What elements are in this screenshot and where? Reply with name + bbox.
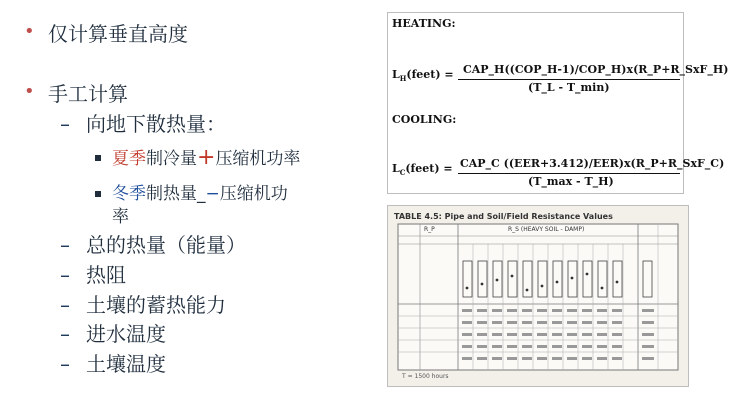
dash-icon: –: [60, 293, 70, 317]
dash-icon: –: [60, 263, 70, 287]
cooling-denominator: (T_max - T_H): [528, 175, 614, 188]
heating-fraction-bar: [458, 79, 680, 80]
table-grid: [388, 206, 688, 386]
sub-item-soil-storage: 土壤的蓄热能力: [86, 293, 226, 317]
winter-heating-capacity: 制热量_: [146, 184, 206, 204]
sub-item-thermal-resistance: 热阻: [86, 263, 126, 287]
dash-icon: –: [60, 352, 70, 376]
summer-line: [112, 146, 300, 171]
heating-denominator: (T_L - T_min): [528, 81, 610, 94]
sub-item-heat-dissipation: 向地下散热量：: [86, 112, 226, 136]
heating-label: HEATING:: [392, 17, 456, 30]
square-bullet-icon: [95, 191, 101, 197]
summer-compressor-power: 压缩机功率: [215, 149, 301, 169]
bullet-dot-icon: •: [24, 81, 35, 102]
resistance-table-image: [387, 205, 689, 387]
rs-header: R_S (HEAVY SOIL - DAMP): [508, 226, 585, 233]
sub-item-inlet-temp: 进水温度: [86, 322, 166, 346]
heating-lhs: $L_H(feet)$ =: [392, 68, 454, 84]
dash-icon: –: [60, 112, 70, 136]
winter-line-wrap: 率: [112, 207, 129, 227]
cooling-label: COOLING:: [392, 113, 457, 126]
bullet-item-2: 手工计算: [48, 82, 128, 106]
bullet-item-1: 仅计算垂直高度: [48, 22, 188, 46]
winter-label: 冬季: [112, 184, 146, 204]
summer-label: 夏季: [112, 149, 146, 169]
bullet-dot-icon: •: [24, 21, 35, 42]
table-caption: TABLE 4.5: Pipe and Soil/Field Resistance Values: [394, 212, 613, 221]
square-bullet-icon: [95, 155, 101, 161]
summer-cooling-capacity: 制冷量: [146, 149, 197, 169]
formula-box: [387, 12, 729, 194]
rp-header: R_P: [424, 226, 435, 233]
sub-item-soil-temp: 土壤温度: [86, 352, 166, 376]
winter-compressor-power: 压缩机功: [219, 184, 288, 204]
heating-numerator: CAP_H((COP_H-1)/COP_H)x(R_P+R_SxF_H): [463, 63, 729, 76]
winter-line: [112, 182, 288, 206]
dash-icon: –: [60, 233, 70, 257]
minus-sign: −: [205, 184, 220, 204]
cooling-fraction-bar: [458, 173, 680, 174]
plus-sign: +: [197, 145, 216, 170]
table-footnote: T = 1500 hours: [402, 373, 449, 380]
cooling-numerator: CAP_C ((EER+3.412)/EER)x(R_P+R_SxF_C): [460, 157, 725, 170]
dash-icon: –: [60, 322, 70, 346]
sub-item-total-heat: 总的热量（能量）: [86, 233, 246, 257]
cooling-lhs: $L_C(feet)$ =: [392, 162, 453, 178]
